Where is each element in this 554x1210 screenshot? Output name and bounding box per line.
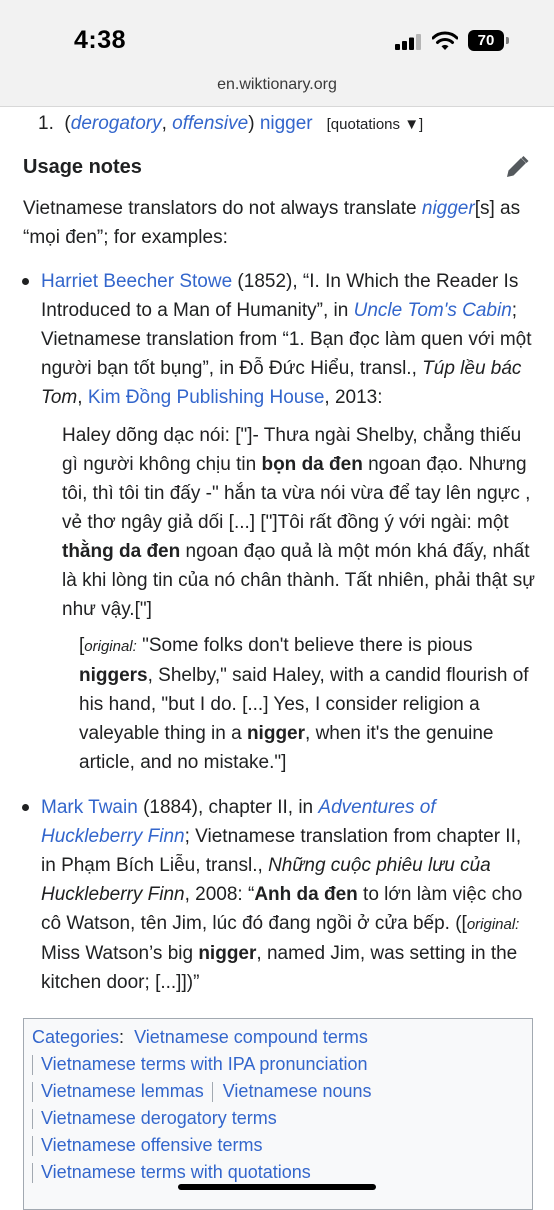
categories-row: [32, 1077, 372, 1106]
intro-text-end: [s] as “mọi đen”; for examples:: [23, 198, 521, 248]
categories-row: [32, 1131, 262, 1160]
category-link[interactable]: Vietnamese offensive terms: [41, 1135, 263, 1155]
cite-text: ; Vietnamese translation from chapter II, in Phạm Bích Liễu, transl.,: [41, 826, 522, 876]
quote-text: ngoan đạo quả là một món khá đấy, nhất là khi lòng tin của nó chân thành. Tất nhiên, phải thật sự như vậy.["]: [62, 541, 535, 620]
quote-bold: bọn da đen: [261, 454, 363, 475]
cite-text: ,: [77, 387, 88, 408]
citation-stowe: [41, 267, 541, 412]
status-time: 4:38: [74, 26, 127, 54]
category-separator: [32, 1136, 33, 1156]
quote-text: Haley dõng dạc nói: ["]- Thưa ngài Shelby, chẳng thiếu gì người không chịu tin: [62, 425, 522, 475]
usage-notes-intro: [23, 194, 533, 252]
label-offensive-link[interactable]: offensive: [172, 113, 249, 134]
orig-bold: niggers: [79, 665, 148, 686]
categories-link[interactable]: Categories: [32, 1027, 120, 1047]
list-bullet: [22, 278, 29, 285]
cite-text: Miss Watson’s big: [41, 943, 199, 964]
work-uncle-toms-cabin-link[interactable]: Uncle Tom's Cabin: [353, 300, 512, 321]
intro-term-link[interactable]: nigger: [421, 198, 475, 219]
browser-top-bar: [0, 0, 554, 107]
original-label: original:: [84, 638, 137, 655]
usage-notes-heading: Usage notes: [23, 156, 142, 178]
definition-line: [38, 109, 423, 139]
categories-row: [32, 1158, 311, 1187]
edit-pencil-icon[interactable]: [505, 155, 529, 179]
paren-close: ): [248, 113, 260, 134]
category-link[interactable]: Vietnamese lemmas: [41, 1081, 204, 1101]
battery-tip: [506, 37, 509, 44]
orig-text: , Shelby," said Haley, with a candid flourish of his hand, "but I do. [...] Yes, I consider religion a valeyable thing in a: [79, 665, 529, 744]
comma: ,: [161, 113, 173, 134]
category-link[interactable]: Vietnamese derogatory terms: [41, 1108, 277, 1128]
cite-text: (1884), chapter II, in: [137, 797, 319, 818]
categories-row: [32, 1050, 368, 1079]
quote-original-stowe: [79, 631, 535, 777]
orig-text: , when it's the genuine article, and no mistake."]: [79, 723, 494, 773]
category-link[interactable]: Vietnamese terms with quotations: [41, 1162, 311, 1182]
cite-text: , 2008: “: [184, 884, 255, 905]
wifi-icon: [432, 31, 458, 51]
categories-row: [32, 1023, 368, 1052]
bracket: [: [79, 635, 85, 656]
category-separator: [32, 1109, 33, 1129]
orig-text: "Some folks don't believe there is pious: [136, 635, 473, 656]
category-link[interactable]: Vietnamese compound terms: [134, 1027, 368, 1047]
quote-vietnamese-stowe: [62, 421, 540, 624]
definition-term-link[interactable]: nigger: [259, 113, 313, 134]
quotations-toggle[interactable]: [quotations ▼]: [326, 116, 424, 133]
categories-box: [23, 1018, 533, 1210]
home-indicator[interactable]: [178, 1184, 376, 1190]
colon: :: [119, 1027, 125, 1047]
work-huckleberry-finn-link[interactable]: Adventures of Huckleberry Finn: [41, 797, 436, 847]
category-separator: [32, 1055, 33, 1075]
address-bar-url[interactable]: en.wiktionary.org: [217, 76, 337, 93]
orig-bold: nigger: [246, 723, 306, 744]
cite-text: to lớn làm việc cho cô Watson, tên Jim, lúc đó đang ngồi ở cửa bếp. ([: [41, 884, 523, 934]
category-separator: [32, 1082, 33, 1102]
quote-bold: thằng da đen: [62, 541, 181, 562]
quote-bold: nigger: [198, 943, 257, 964]
work-vi-title: Túp lều bác Tom: [41, 358, 522, 408]
quote-bold: Anh da đen: [254, 884, 358, 905]
label-derogatory-link[interactable]: derogatory: [70, 113, 162, 134]
work-vi-title: Những cuộc phiêu lưu của Huckleberry Finn: [41, 855, 491, 905]
paren-open: (: [64, 113, 71, 134]
cite-text: (1852), “I. In Which the Reader Is Introduced to a Man of Humanity”, in: [41, 271, 519, 321]
category-separator: [212, 1082, 213, 1102]
cellular-signal-icon: [395, 34, 425, 50]
original-label: original:: [466, 916, 520, 933]
publisher-kim-dong-link[interactable]: Kim Đồng Publishing House: [87, 387, 325, 408]
category-link[interactable]: Vietnamese terms with IPA pronunciation: [41, 1054, 368, 1074]
battery-indicator: [468, 30, 504, 51]
categories-row: [32, 1104, 277, 1133]
author-stowe-link[interactable]: Harriet Beecher Stowe: [41, 271, 233, 292]
list-bullet: [22, 804, 29, 811]
cite-text: ; Vietnamese translation from “1. Bạn đọc làm quen với một người bạn tốt bụng”, in Đỗ Đức Hiểu, transl.,: [41, 300, 532, 379]
citation-twain: [41, 793, 541, 997]
author-twain-link[interactable]: Mark Twain: [41, 797, 138, 818]
quote-text: ngoan đạo. Nhưng tôi, thì tôi tin đấy -" hắn ta vừa nói vừa để tay lên ngực , vẻ thơ ngây giả dối [...] ["]Tôi rất đồng ý với ngài: một: [62, 454, 531, 533]
cite-text: , 2013:: [324, 387, 383, 408]
intro-text: Vietnamese translators do not always translate: [23, 198, 422, 219]
cite-text: , named Jim, was setting in the kitchen door; [...]])”: [41, 943, 518, 993]
category-separator: [32, 1163, 33, 1183]
category-link[interactable]: Vietnamese nouns: [222, 1081, 372, 1101]
battery-level: 70: [477, 32, 495, 49]
definition-number: 1.: [38, 113, 54, 134]
